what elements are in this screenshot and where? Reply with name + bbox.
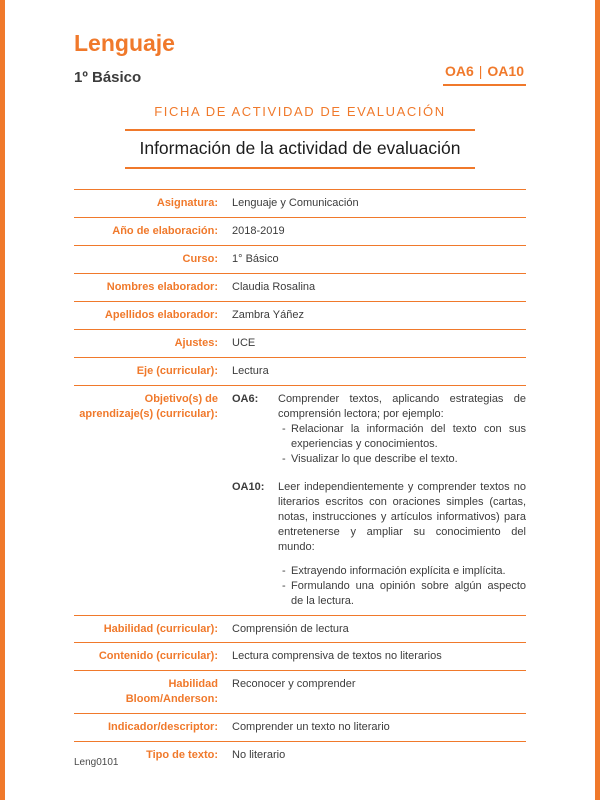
row-value: Claudia Rosalina: [232, 281, 316, 294]
row-label: Indicador/descriptor:: [107, 721, 218, 734]
oa-code-left: OA6: [444, 63, 474, 80]
row-label: Tipo de texto:: [146, 749, 218, 762]
bullet-dash: -: [282, 564, 286, 577]
row-value: UCE: [232, 337, 256, 350]
row-label: Objetivo(s) de aprendizaje(s) (curricular):: [79, 393, 218, 421]
table-row: [74, 217, 526, 245]
bullet-item: [278, 452, 526, 467]
row-label: Habilidad (curricular):: [103, 622, 218, 635]
row-value: No literario: [232, 749, 286, 762]
table-row: [74, 670, 526, 713]
row-label: Año de elaboración:: [112, 225, 218, 238]
oa-separator: |: [478, 63, 483, 80]
objective-block-oa6: [232, 392, 526, 467]
bullet-dash: -: [282, 452, 286, 465]
bullet-text: Extrayendo información explícita e implícita.: [291, 564, 506, 577]
objective-code: OA6:: [232, 393, 259, 406]
row-value: Reconocer y comprender: [232, 678, 356, 691]
row-value: Lenguaje y Comunicación: [232, 197, 359, 210]
row-label: Ajustes:: [174, 337, 218, 350]
row-value: Comprensión de lectura: [232, 622, 349, 635]
bullet-list: [278, 564, 526, 609]
bullet-item: [278, 564, 526, 579]
grade-row: [74, 63, 526, 86]
bullet-text: Relacionar la información del texto con sus experiencias y conocimientos.: [291, 423, 526, 450]
table-row: [74, 189, 526, 217]
bullet-list: [278, 422, 526, 467]
footer-code: Leng0101: [74, 757, 119, 768]
table-row-objectives: [74, 385, 526, 614]
row-value: Zambra Yáñez: [232, 309, 304, 322]
row-label: Asignatura:: [156, 197, 218, 210]
info-table: [74, 189, 526, 769]
row-value: [232, 392, 526, 608]
bullet-text: Visualizar lo que describe el texto.: [291, 452, 458, 465]
row-value: 2018-2019: [232, 225, 285, 238]
row-value: 1° Básico: [232, 253, 279, 266]
objective-text: Comprender textos, aplicando estrategias de comprensión lectora; por ejemplo:: [278, 393, 526, 421]
bullet-item: [278, 579, 526, 609]
row-label: Curso:: [182, 253, 218, 266]
objective-body: [278, 480, 526, 609]
row-label: Eje (curricular):: [136, 365, 218, 378]
table-row: [74, 273, 526, 301]
bullet-dash: -: [282, 579, 286, 592]
table-row: [74, 245, 526, 273]
section-heading: FICHA DE ACTIVIDAD DE EVALUACIÓN: [154, 104, 446, 120]
left-edge-bar: [0, 0, 5, 800]
oa-code-right: OA10: [487, 63, 524, 80]
table-row: [74, 357, 526, 385]
table-row: [74, 329, 526, 357]
row-label: Contenido (curricular):: [98, 650, 218, 663]
row-label: Nombres elaborador:: [106, 281, 218, 294]
table-row: [74, 301, 526, 329]
table-row: [74, 642, 526, 670]
page-title: Información de la actividad de evaluación: [125, 129, 474, 169]
objective-body: [278, 392, 526, 467]
row-value: Lectura: [232, 365, 269, 378]
table-row: [74, 615, 526, 643]
bullet-text: Formulando una opinión sobre algún aspecto de la lectura.: [291, 579, 526, 607]
right-edge-bar: [595, 0, 600, 800]
row-label: Apellidos elaborador:: [104, 309, 218, 322]
doc-header: [74, 30, 526, 86]
bullet-dash: -: [282, 423, 286, 436]
row-label: Habilidad Bloom/Anderson:: [125, 678, 218, 706]
objective-block-oa10: [232, 480, 526, 609]
grade-label: 1º Básico: [74, 69, 142, 87]
table-row: [74, 713, 526, 741]
objective-code: OA10:: [232, 480, 265, 493]
table-row: [74, 741, 526, 769]
title-wrap: [74, 129, 526, 169]
row-value: Lectura comprensiva de textos no literarios: [232, 650, 442, 663]
row-value: Comprender un texto no literario: [232, 721, 390, 734]
objective-text: Leer independientemente y comprender textos no literarios escritos con oraciones simples (cartas, notas, instrucciones y artículos informativos) para entretenerse y ampliar su conocimiento del mundo:: [278, 480, 526, 553]
bullet-item: [278, 422, 526, 452]
subject-title: Lenguaje: [74, 30, 175, 56]
oa-badge: [443, 63, 526, 86]
